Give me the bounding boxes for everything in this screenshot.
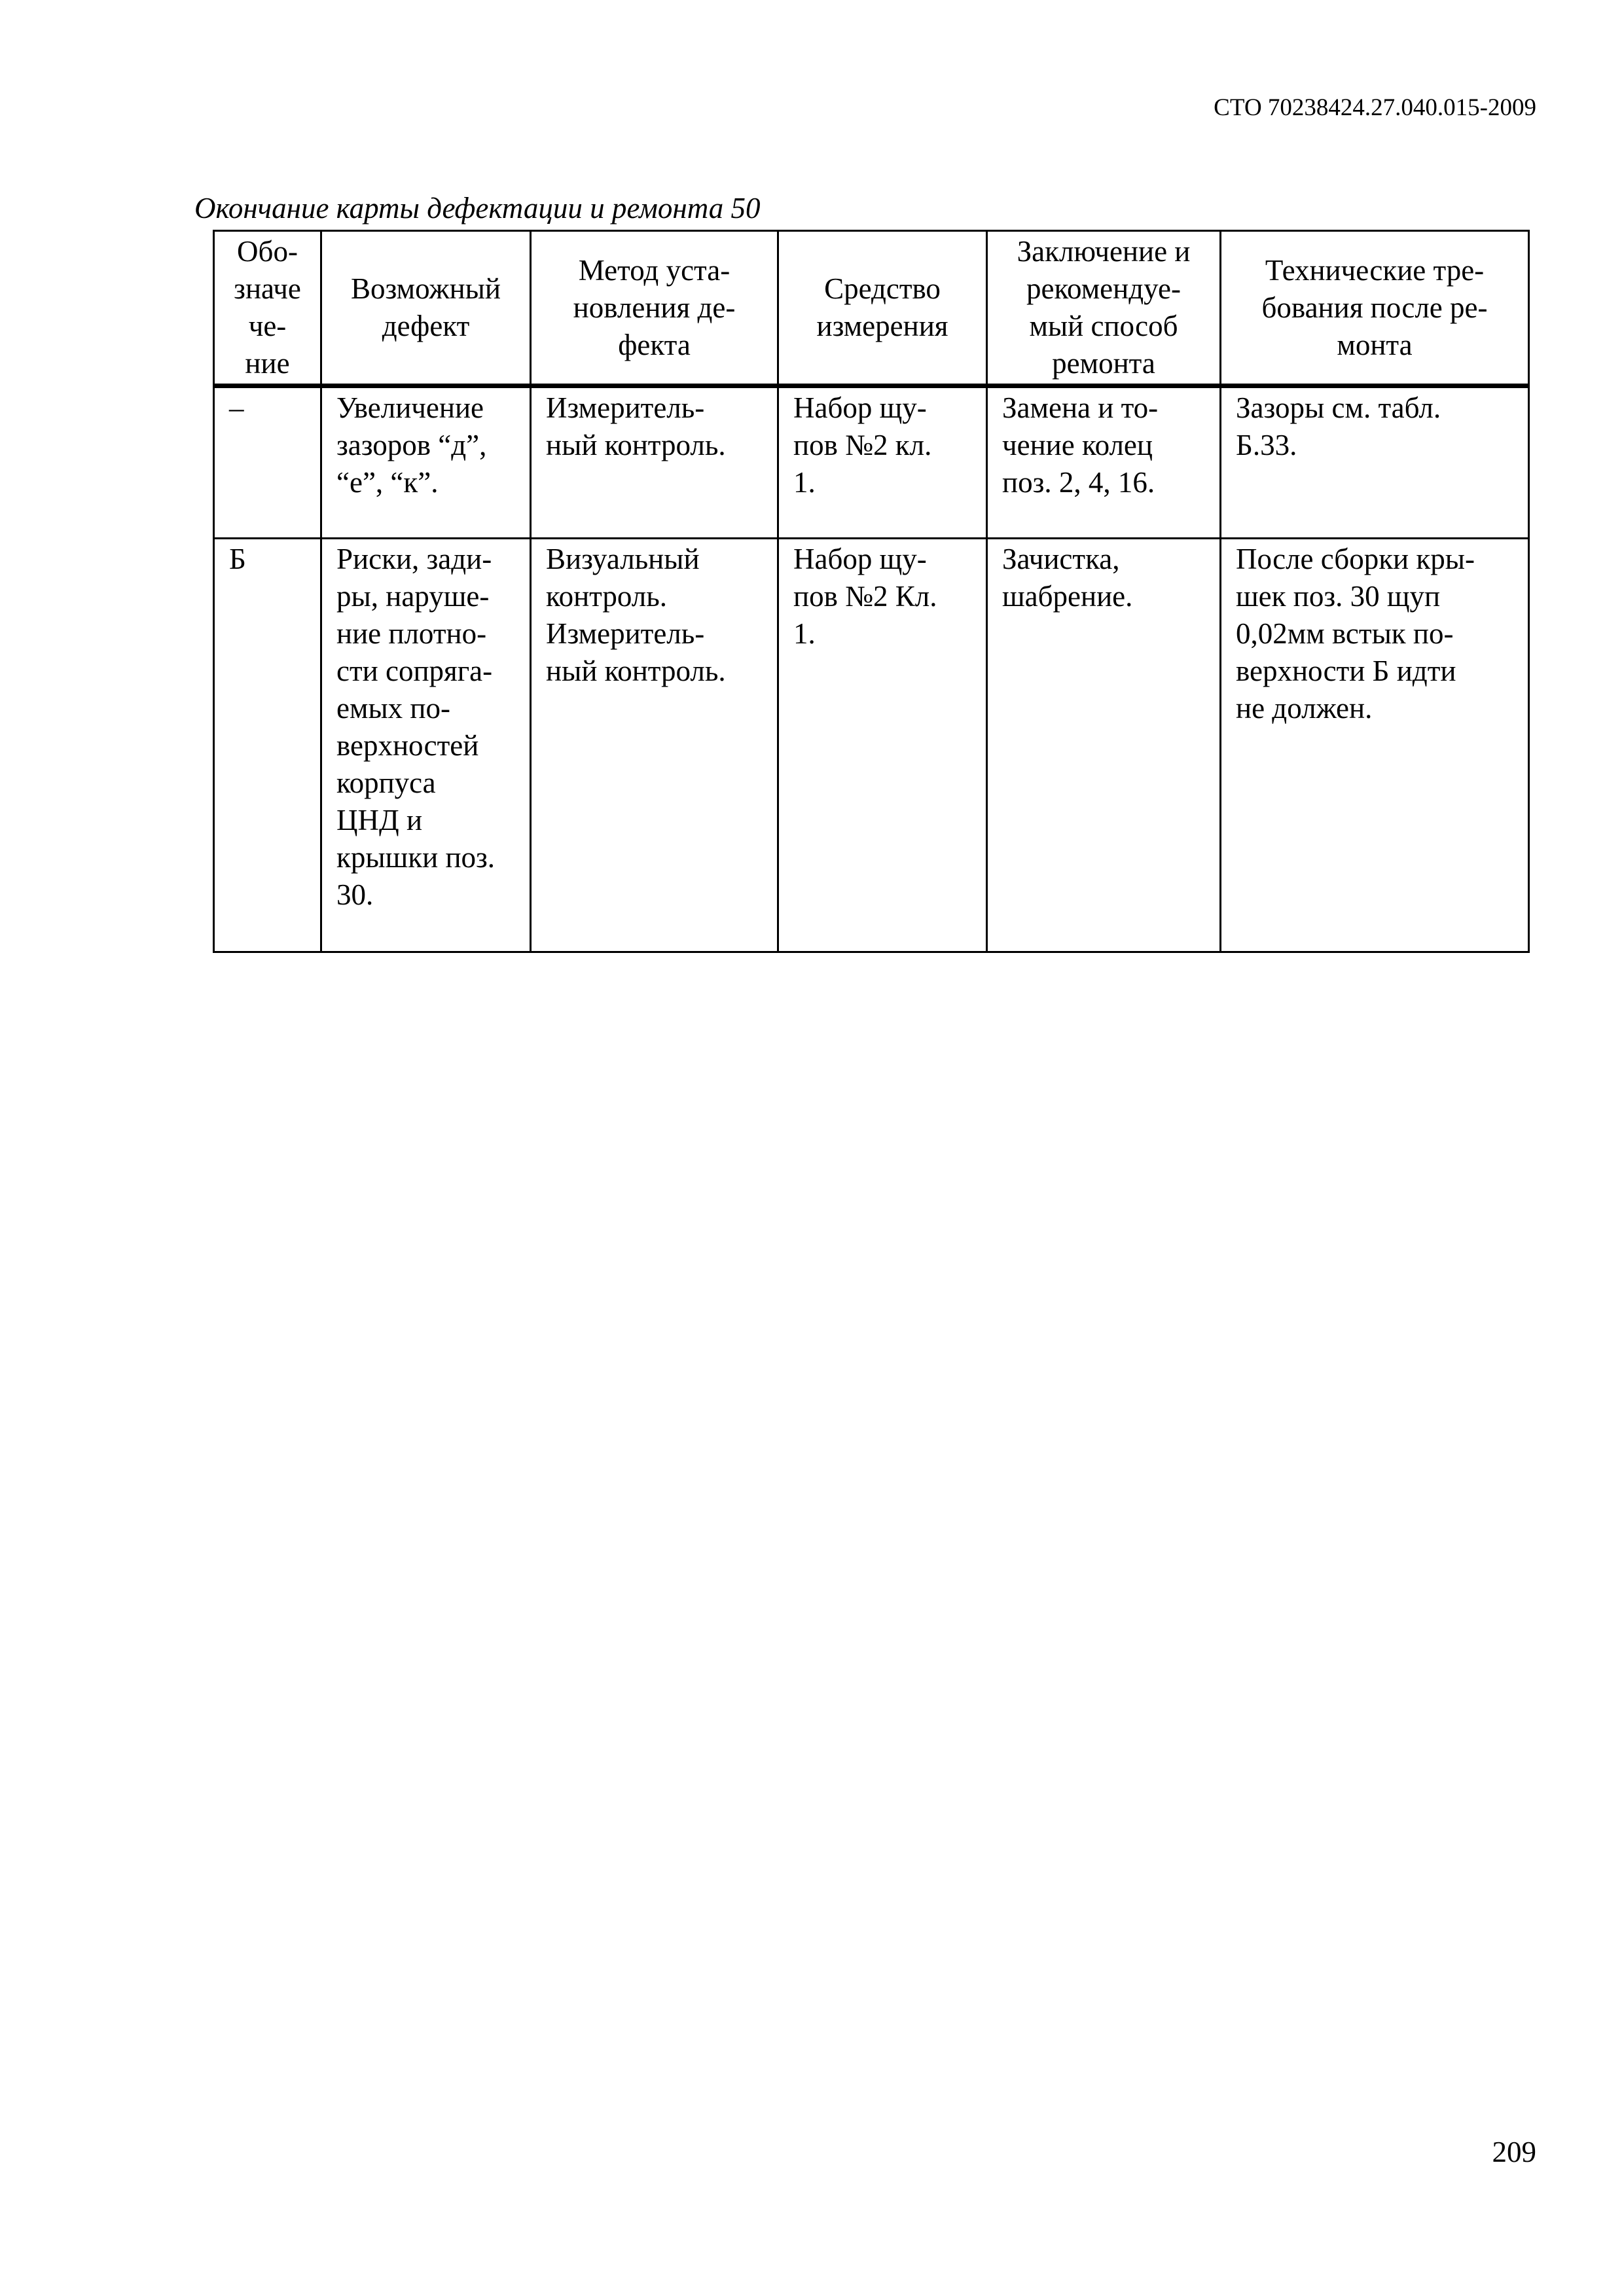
cell-requirements: После сборки кры- шек поз. 30 щуп 0,02мм встык по- верхности Б идти не должен. bbox=[1221, 539, 1529, 952]
cell-detection-method: Визуальный контроль. Измеритель- ный контроль. bbox=[531, 539, 778, 952]
table-row bbox=[214, 539, 1529, 952]
cell-designation: Б bbox=[214, 539, 321, 952]
table-header-row bbox=[214, 231, 1529, 386]
cell-defect: Риски, зади- ры, наруше- ние плотно- сти сопряга- емых по- верхностей корпуса ЦНД и крышки поз. 30. bbox=[321, 539, 531, 952]
column-header-defect: Возможный дефект bbox=[321, 231, 531, 386]
cell-detection-method: Измеритель- ный контроль. bbox=[531, 386, 778, 539]
document-code: СТО 70238424.27.040.015-2009 bbox=[1214, 94, 1536, 121]
table-caption: Окончание карты дефектации и ремонта 50 bbox=[194, 192, 761, 224]
column-header-measuring-tool: Средство измерения bbox=[778, 231, 987, 386]
cell-conclusion: Замена и то- чение колец поз. 2, 4, 16. bbox=[987, 386, 1221, 539]
cell-conclusion: Зачистка, шабрение. bbox=[987, 539, 1221, 952]
column-header-conclusion: Заключение и рекомендуе- мый способ ремонта bbox=[987, 231, 1221, 386]
cell-requirements: Зазоры см. табл. Б.33. bbox=[1221, 386, 1529, 539]
cell-defect: Увеличение зазоров “д”, “е”, “к”. bbox=[321, 386, 531, 539]
page-number: 209 bbox=[1492, 2136, 1536, 2168]
table-row bbox=[214, 386, 1529, 539]
defect-repair-table bbox=[213, 230, 1530, 953]
cell-measuring-tool: Набор щу- пов №2 кл. 1. bbox=[778, 386, 987, 539]
column-header-detection-method: Метод уста- новления де- фекта bbox=[531, 231, 778, 386]
cell-designation: – bbox=[214, 386, 321, 539]
cell-measuring-tool: Набор щу- пов №2 Кл. 1. bbox=[778, 539, 987, 952]
column-header-designation: Обо- значе че- ние bbox=[214, 231, 321, 386]
column-header-requirements: Технические тре- бования после ре- монта bbox=[1221, 231, 1529, 386]
